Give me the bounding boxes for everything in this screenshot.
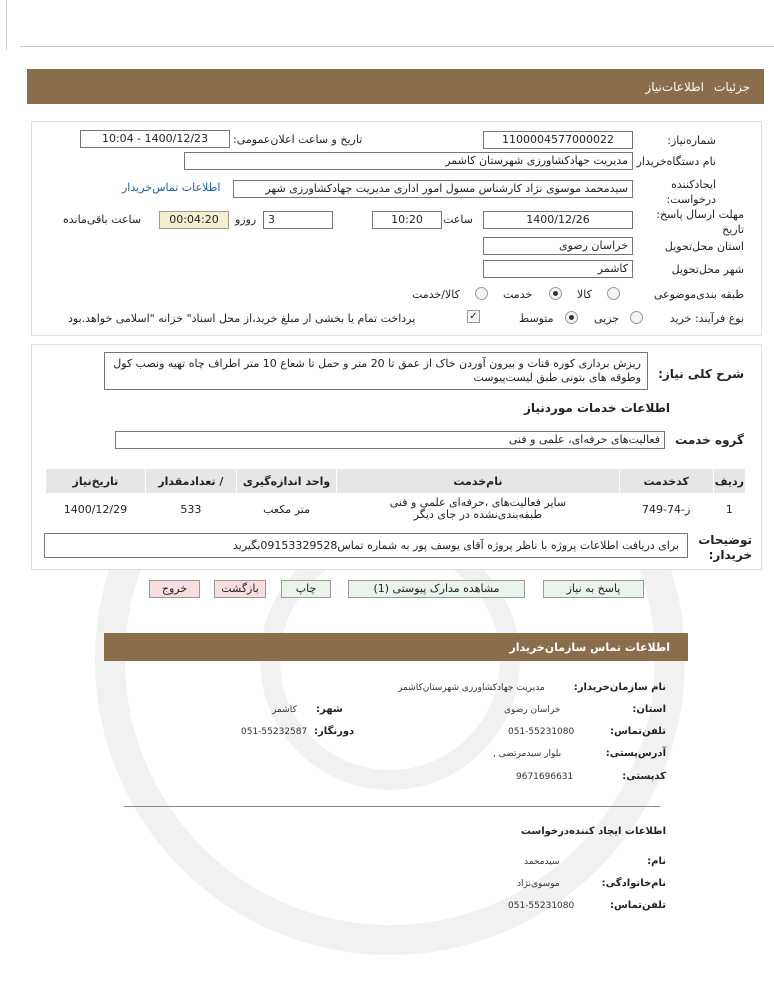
cell-code: ز-74-749 [619,494,713,525]
announce-label: تاریخ و ساعت اعلان‌عمومی: [233,133,363,146]
address-label: آدرس‌پستی: [605,748,666,759]
province-field: خراسان رضوی [483,237,633,255]
back-button[interactable]: بازگشت [214,580,266,598]
buyer-notes-label: توضیحات خریدار: [698,533,752,562]
need-number-field: 1100004577000022 [483,131,633,149]
process-partial-radio[interactable] [630,311,643,324]
deadline-time-label: ساعت [443,213,473,226]
category-service-label: خدمت [503,288,533,301]
contact-heading: اطلاعات تماس سازمان‌خریدار [509,641,670,654]
col-code: کدخدمت [619,469,713,494]
creator-label: ایجادکننده درخواست: [666,178,716,206]
service-group-label: گروه خدمت [675,433,744,447]
services-heading: اطلاعات خدمات موردنیاز [523,401,670,415]
postal-value: 9671696631 [516,772,574,782]
days-label: روزو [235,213,257,226]
exit-button[interactable]: خروج [149,580,200,598]
process-medium-radio[interactable] [565,311,578,324]
city-contact-value: کاشمر [272,705,297,715]
city-label: شهر محل‌تحویل [671,263,744,276]
city-contact-label: شهر: [316,704,343,715]
reply-button[interactable]: پاسخ به نیاز [543,580,644,598]
contact-header [104,633,688,661]
creator-name-label: نام: [647,856,666,867]
province-label: استان محل‌تحویل [664,240,744,253]
category-label: طبقه بندی‌موضوعی [653,288,744,301]
creator-name-value: سیدمحمد [524,857,560,867]
creator-phone-label: تلفن‌تماس: [609,900,666,911]
creator-phone-value: 051-55231080 [508,901,575,911]
need-number-label: شماره‌نیاز: [667,134,716,147]
services-table-header [46,469,746,494]
creator-family-label: نام‌خانوادگی: [601,878,666,889]
creator-heading: اطلاعات ایجاد کننده‌درخواست [520,826,666,837]
tab-details[interactable]: جزئیات [714,80,750,94]
postal-label: کدپستی: [622,771,666,782]
buyer-notes-box: برای دریافت اطلاعات پروژه با ناظر پروژه آقای یوسف پور به شماره تماس09153329528بگیرید [44,533,688,558]
payment-text: پرداخت تمام یا بخشی از مبلغ خرید،از محل اسناد" خزانه "اسلامی خواهد.بود [68,312,416,325]
col-qty: / تعدادمقدار [145,469,236,494]
creator-family-value: موسوی‌نژاد [517,879,560,889]
page-header [27,69,764,104]
org-value: مدیریت جهادکشاورزی شهرستان‌کاشمر [398,683,545,693]
left-divider [6,0,7,50]
fax-value: 051-55232587 [241,727,308,737]
creator-field: سیدمحمد موسوی نژاد کارشناس مسول امور اداری مدیریت جهادکشاورزی شهر [233,180,633,198]
category-goods-label: کالا [577,288,592,301]
process-medium-label: متوسط [519,312,554,325]
province-contact-value: خراسان رضوی [504,705,561,715]
city-field: کاشمر [483,260,633,278]
category-both-label: کالا/خدمت [412,288,460,301]
cell-unit: متر مکعب [236,494,336,525]
buyer-field: مدیریت جهادکشاورزی شهرستان کاشمر [184,152,633,170]
address-value: بلوار سیدمرتضی , [493,749,562,759]
process-label: نوع فرآیند: خرید [669,312,744,325]
phone-label: تلفن‌تماس: [609,726,666,737]
category-goods-radio[interactable] [607,287,620,300]
remaining-label: ساعت باقی‌مانده [63,213,142,226]
col-unit: واحد اندازه‌گیری [236,469,336,494]
cell-date: 1400/12/29 [46,494,146,525]
days-field: 3 [263,211,333,229]
cell-row: 1 [713,494,745,525]
payment-checkbox[interactable]: ✓ [467,310,480,323]
general-desc-box: ریزش برداری کوره قنات و بیرون آوردن خاک از عمق تا 20 متر و حمل تا شعاع 10 متر اطراف چاه تهیه ونصب کول وطوقه های بتونی طبق لیست‌پیوست [104,352,648,390]
province-contact-label: استان: [632,704,666,715]
buyer-label: نام دستگاه‌خریدار [636,155,716,168]
col-row: ردیف [713,469,745,494]
tab-need-info[interactable]: اطلاعات‌نیاز [645,80,704,94]
process-partial-label: جزیی [594,312,620,325]
category-service-radio[interactable] [549,287,562,300]
cell-qty: 533 [145,494,236,525]
service-group-field: فعالیت‌های حرفه‌ای، علمی و فنی [115,431,665,449]
top-divider [20,46,774,47]
org-label: نام سازمان‌خریدار: [573,682,666,693]
table-row [46,494,746,525]
buyer-contact-link[interactable]: اطلاعات تماس‌خریدار [122,181,221,194]
print-button[interactable]: چاپ [281,580,331,598]
phone-value: 051-55231080 [508,727,575,737]
general-desc-label: شرح کلی نیاز: [658,367,744,381]
contact-divider [124,806,660,807]
deadline-date-field: 1400/12/26 [483,211,633,229]
remaining-timer: 00:04:20 [159,211,229,229]
category-both-radio[interactable] [475,287,488,300]
fax-label: دورنگار: [314,726,355,737]
deadline-time-field: 10:20 [372,211,442,229]
deadline-label: مهلت ارسال پاسخ: تاریخ [656,208,744,236]
cell-name: سایر فعالیت‌های ،حرفه‌ای علمی و فنی طبقه‌بندی‌نشده در جای دیگر [337,494,619,525]
services-table [45,468,746,525]
announce-field: 1400/12/23 - 10:04 [80,130,230,148]
col-name: نام‌خدمت [337,469,619,494]
attachments-button[interactable]: مشاهده مدارک پیوستی (1) [348,580,525,598]
col-date: تاریخ‌نیاز [46,469,146,494]
